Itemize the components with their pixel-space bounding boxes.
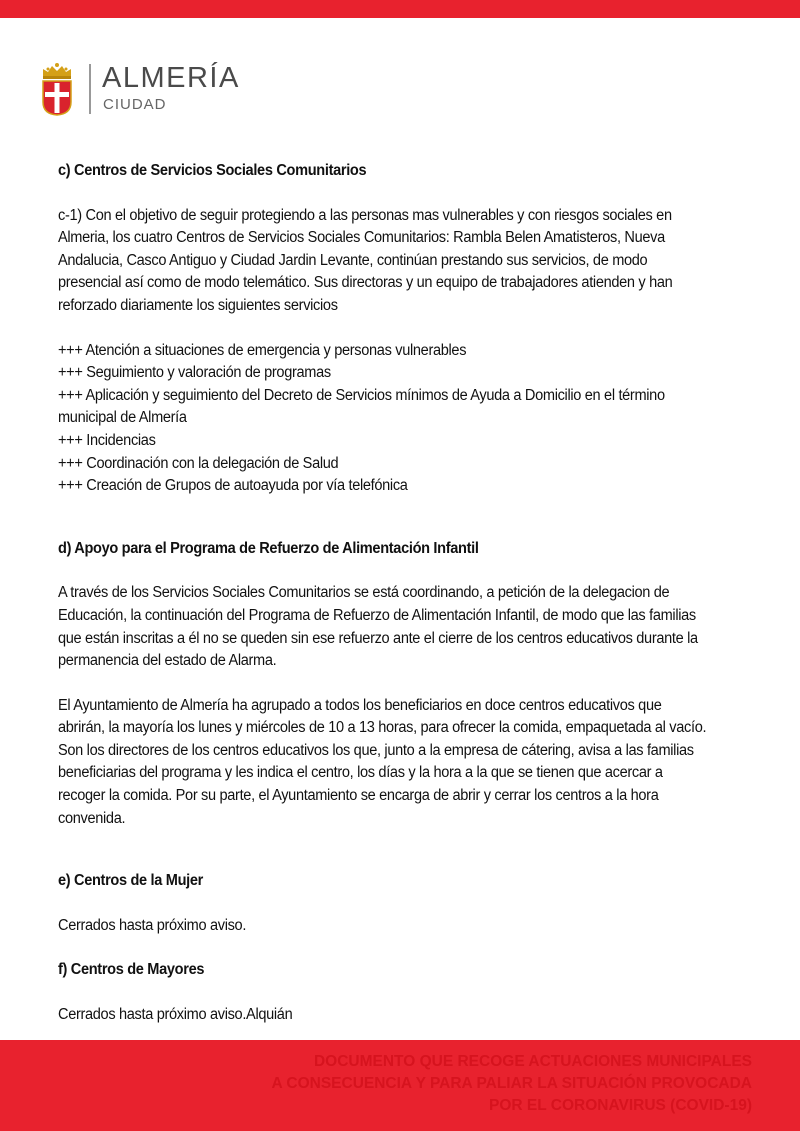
section-f-paragraph: Cerrados hasta próximo aviso.Alquián [58,1006,293,1024]
section-c-heading: c) Centros de Servicios Sociales Comunitarios [58,162,367,179]
footer-line: POR EL CORONAVIRUS (COVID-19) [489,1097,752,1114]
section-c-paragraph: c-1) Con el objetivo de seguir protegiendo a las personas mas vulnerables y con riesgos sociales en Almeria, los cuatro Centros de Servicios Sociales Comunitarios: Rambla Belen Amatisteros, Nueva Andalucia, Casco Antiguo y Ciudad Jardin Levante, continúan prestando sus servicios, de modo presencial así como de modo telemático. Sus directoras y un equipo de trabajadores atienden y han reforzado diariamente los siguientes servicios [58,206,673,314]
coat-of-arms-icon [40,62,74,116]
logo-divider [89,64,91,114]
list-item: +++ Atención a situaciones de emergencia y personas vulnerables [58,341,467,359]
section-d-paragraph-1: A través de los Servicios Sociales Comunitarios se está coordinando, a petición de la delegacion de Educación, la continuación del Programa de Refuerzo de Alimentación Infantil, de modo que las familias que están inscritas a él no se queden sin ese refuerzo ante el cierre de los centros educativos durante la permanencia del estado de Alarma. [58,584,698,670]
document-body [58,160,707,1027]
list-item: +++ Aplicación y seguimiento del Decreto de Servicios mínimos de Ayuda a Domicilio en el término municipal de Almería [58,386,665,427]
section-d-paragraph-2: El Ayuntamiento de Almería ha agrupado a todos los beneficiarios en doce centros educativos que abrirán, la mayoría los lunes y miércoles de 10 a 13 horas, para ofrecer la comida, empaquetada al vacío. Son los directores de los centros educativos los que, junto a la empresa de cátering, avisa a las familias beneficiarias del programa y les indica el centro, los días y la hora a la que se tienen que acercar a recoger la comida. Por su parte, el Ayuntamiento se encarga de abrir y cerrar los centros a la hora convenida. [58,696,707,827]
logo-subtitle: CIUDAD [103,96,167,113]
top-red-bar [0,0,800,18]
logo-title: ALMERÍA [102,62,240,94]
section-e-paragraph: Cerrados hasta próximo aviso. [58,916,247,934]
bottom-red-bar [0,1040,800,1131]
footer-line: DOCUMENTO QUE RECOGE ACTUACIONES MUNICIPALES [313,1053,752,1070]
footer-line: A CONSECUENCIA Y PARA PALIAR LA SITUACIÓN PROVOCADA [271,1075,752,1092]
list-item: +++ Seguimiento y valoración de programas [58,364,331,382]
section-d-heading: d) Apoyo para el Programa de Refuerzo de Alimentación Infantil [58,539,479,557]
section-f-heading: f) Centros de Mayores [58,961,205,979]
list-item: +++ Coordinación con la delegación de Salud [58,454,339,472]
list-item: +++ Incidencias [58,431,156,449]
footer-text [271,1051,752,1117]
section-e-heading: e) Centros de la Mujer [58,872,203,890]
list-item: +++ Creación de Grupos de autoayuda por vía telefónica [58,477,408,495]
